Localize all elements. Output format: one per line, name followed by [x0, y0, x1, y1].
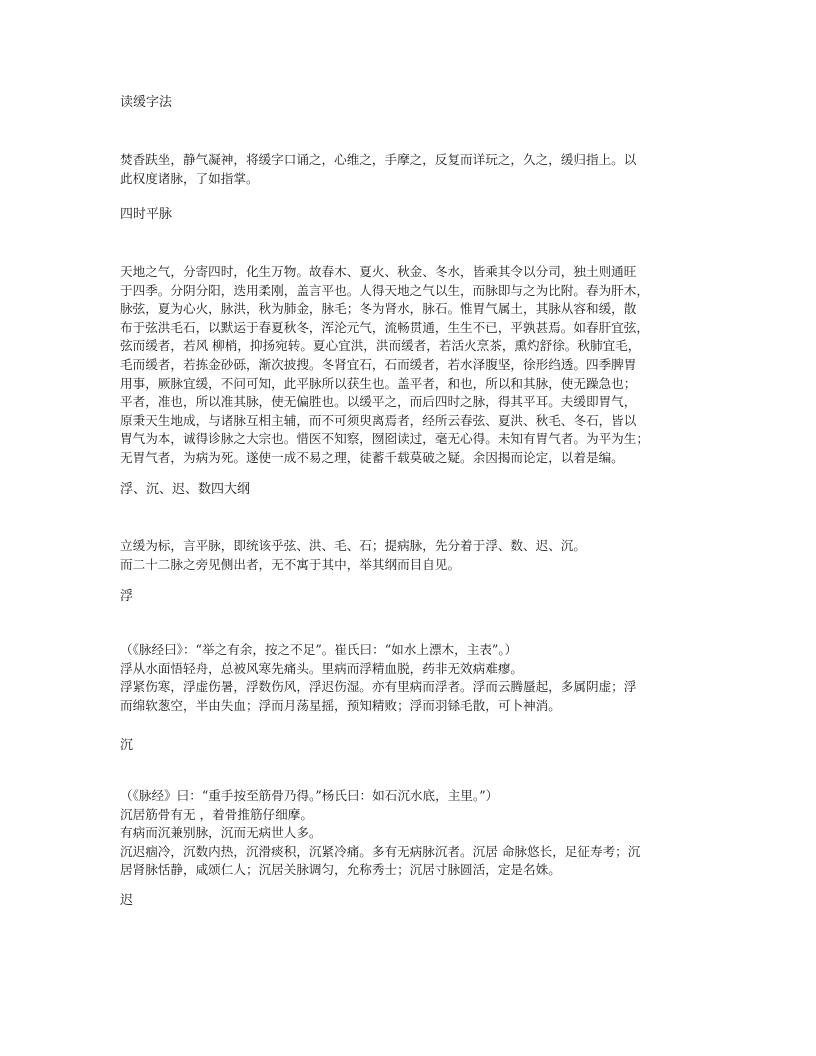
text-line: （《脉经》曰：“重手按至筋骨乃得。”杨氏曰：如石沉水底，主里。”）	[120, 788, 499, 803]
text-line: 弦而缓者，若风 柳梢，抑扬宛转。夏心宜洪，洪而缓者，若活火烹茶，熏灼舒徐。秋肺宜毛，	[120, 338, 641, 354]
text-line: 而绵软葱空，半由失血；浮而月荡星摇，预知精败；浮而羽铩毛散，可卜神消。	[120, 697, 561, 713]
text-line: （《脉经曰》：“举之有余，按之不足”。崔氏曰：“如水上漂木，主表”。）	[120, 642, 518, 657]
text-line: 焚香趺坐，静气凝神，将缓字口诵之，心维之，手摩之，反复而详玩之，久之，缓归指上。以	[120, 152, 637, 167]
section-heading-chen: 沉	[120, 738, 134, 753]
section-heading-fu: 浮	[120, 589, 134, 604]
text-line: 平者，准也，所以准其脉，使无偏胜也。以缓平之，而后四时之脉，得其平耳。夫缓即胃气，	[120, 394, 637, 410]
text-line: 浮从水面悟轻舟，总被风寒先痛头。里病而浮精血脱，药非无效病难瘳。	[120, 660, 523, 676]
text-line: 胃气为本，诚得诊脉之大宗也。惜医不知察，囫囵读过，毫无心得。未知有胃气者。为平为生；	[120, 431, 649, 447]
section-paragraph	[120, 787, 700, 880]
text-line: 无胃气者，为病为死。遂使一成不易之理，徒蓄千载莫破之疑。余因揭而论定，以着是编。	[120, 449, 624, 465]
text-line: 沉居筋骨有无 ，着骨推筋仔细摩。	[120, 806, 313, 822]
text-line: 脉弦，夏为心火，脉洪，秋为肺金，脉毛；冬为肾水，脉石。惟胃气属土，其脉从容和缓，散	[120, 301, 637, 317]
text-line: 用事，厥脉宜缓，不问可知，此平脉所以获生也。盖平者，和也，所以和其脉，使无躁急也；	[120, 375, 637, 391]
section-heading-du-huan-zi-fa: 读缓字法	[120, 95, 173, 110]
section-paragraph	[120, 537, 700, 574]
text-line: 有病而沉兼别脉，沉而无病世人多。	[120, 825, 322, 841]
section-paragraph	[120, 151, 700, 188]
text-line: 立缓为标，言平脉，即统该乎弦、洪、毛、石；提病脉，先分着于浮、数、迟、沉。	[120, 538, 586, 553]
text-line: 于四季。分阴分阳，迭用柔刚，盖言平也。人得天地之气以生，而脉即与之为比附。春为肝木，	[120, 282, 649, 298]
section-paragraph	[120, 641, 700, 715]
text-line: 布于弦洪毛石，以默运于春夏秋冬，浑沦元气，流畅贯通，生生不已，平孰甚焉。如春肝宜弦，	[120, 319, 649, 335]
text-line: 居肾脉恬静，咸颂仁人；沉居关脉调匀，允称秀士；沉居寸脉圆活，定是名姝。	[120, 862, 561, 878]
text-line: 而二十二脉之旁见侧出者，无不寓于其中，举其纲而目自见。	[120, 556, 461, 572]
text-line: 原秉天生地成，与诸脉互相主辅，而不可须臾离焉者，经所云春弦、夏洪、秋毛、冬石，皆以	[120, 412, 637, 428]
text-line: 沉迟痼冷，沉数内热，沉滑痰积，沉紧冷痛。多有无病脉沉者。沉居 命脉悠长，足征寿考；沉	[120, 843, 641, 859]
text-line: 天地之气，分寄四时，化生万物。故春木、夏火、秋金、冬水，皆乘其令以分司，独土则通旺	[120, 264, 637, 279]
section-paragraph	[120, 263, 700, 468]
text-line: 浮紧伤寒，浮虚伤暑，浮数伤风，浮迟伤湿。亦有里病而浮者。浮而云腾蜃起，多属阴虚；浮	[120, 679, 637, 695]
text-line: 毛而缓者，若拣金砂砾，渐次披搜。冬肾宜石，石而缓者，若水泽腹坚，徐形绉透。四季脾胃	[120, 356, 637, 372]
section-heading-four-main-pulses: 浮、沉、迟、数四大纲	[120, 482, 251, 497]
text-line: 此权度诸脉，了如指掌。	[120, 170, 259, 186]
section-heading-si-shi-ping-mai: 四时平脉	[120, 207, 173, 222]
section-heading-chi: 迟	[120, 893, 134, 908]
